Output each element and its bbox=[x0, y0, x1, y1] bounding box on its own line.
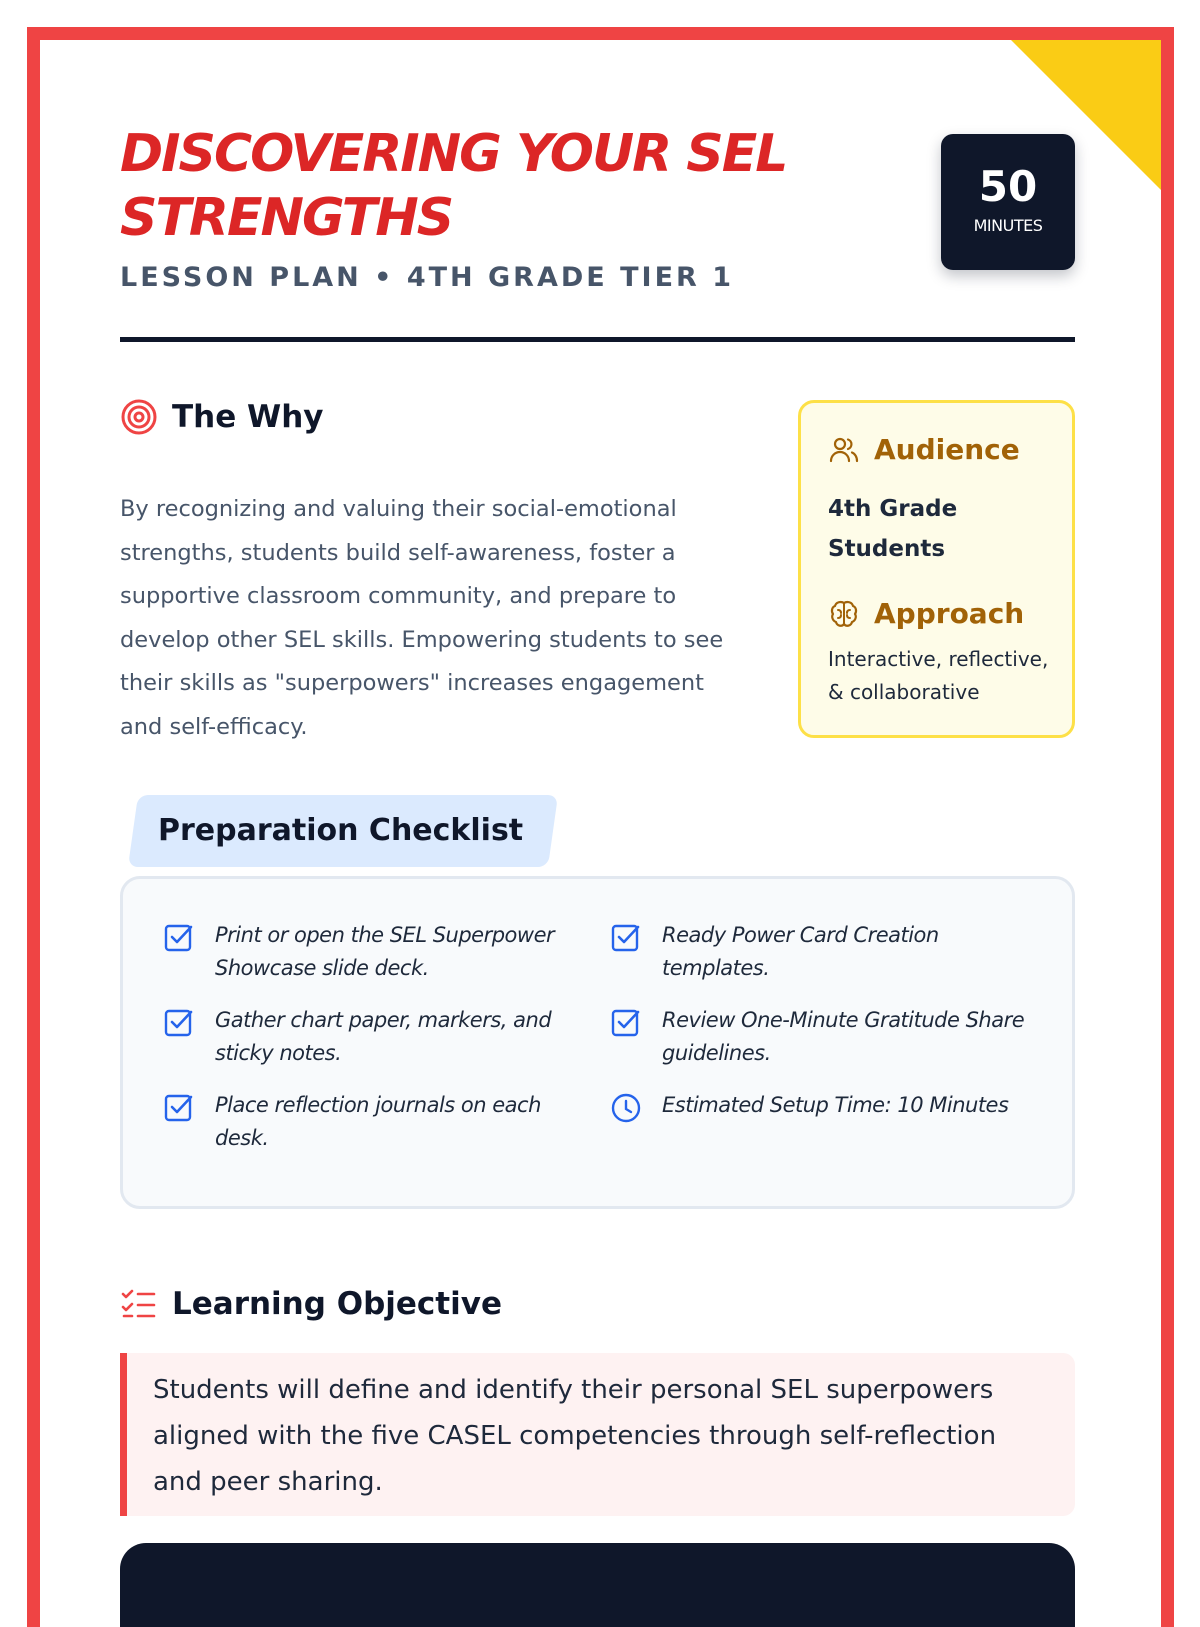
objective-body: Students will define and identify their personal SEL superpowers aligned with the five CASEL competencies through self-reflection and peer sharing. bbox=[153, 1375, 997, 1497]
users-icon bbox=[828, 434, 860, 466]
why-heading-label: The Why bbox=[172, 399, 324, 435]
audience-heading-label: Audience bbox=[874, 433, 1020, 466]
duration-badge bbox=[941, 134, 1075, 270]
checkbox-icon bbox=[163, 921, 195, 953]
checklist-item-setup-time bbox=[610, 1089, 1050, 1123]
checklist-item bbox=[610, 919, 1030, 985]
lesson-plan-card bbox=[27, 27, 1174, 1627]
checklist-item bbox=[610, 1004, 1030, 1070]
checklist-item-text: Ready Power Card Creation templates. bbox=[662, 923, 939, 980]
checklist-item-text: Review One-Minute Gratitude Share guidelines. bbox=[662, 1008, 1025, 1065]
objective-heading bbox=[120, 1285, 502, 1323]
approach-value: Interactive, reflective, & collaborative bbox=[828, 647, 1049, 704]
header-divider bbox=[120, 337, 1075, 342]
checklist-item-text: Gather chart paper, markers, and sticky notes. bbox=[215, 1008, 552, 1065]
checkbox-icon bbox=[610, 1006, 642, 1038]
checklist-item bbox=[163, 1004, 583, 1070]
audience-approach-panel bbox=[798, 400, 1075, 738]
checklist-item-text: Estimated Setup Time: 10 Minutes bbox=[662, 1093, 1009, 1117]
checkbox-icon bbox=[163, 1006, 195, 1038]
objective-heading-label: Learning Objective bbox=[172, 1286, 502, 1322]
checklist-item-text: Print or open the SEL Superpower Showcase slide deck. bbox=[215, 923, 555, 980]
page-subtitle: LESSON PLAN • 4TH GRADE TIER 1 bbox=[120, 262, 735, 293]
checkbox-icon bbox=[163, 1091, 195, 1123]
duration-value: 50 bbox=[978, 162, 1038, 211]
audience-value: 4th Grade Students bbox=[828, 496, 958, 562]
target-icon bbox=[120, 398, 158, 436]
checklist-item-text: Place reflection journals on each desk. bbox=[215, 1093, 541, 1150]
list-checks-icon bbox=[120, 1285, 158, 1323]
audience-heading bbox=[828, 433, 1020, 466]
brain-icon bbox=[828, 598, 860, 630]
checklist-panel bbox=[120, 876, 1075, 1209]
checklist-item bbox=[163, 919, 583, 985]
why-body: By recognizing and valuing their social-emotional strengths, students build self-awareness, foster a supportive classroom community, and prepare to develop other SEL skills. Empowering students to see their skills as "superpowers" increases engagement and self-efficacy. bbox=[120, 496, 724, 740]
checkbox-icon bbox=[610, 921, 642, 953]
why-heading bbox=[120, 398, 324, 436]
duration-unit: MINUTES bbox=[973, 216, 1043, 235]
page-title: DISCOVERING YOUR SEL STRENGTHS bbox=[120, 124, 787, 248]
approach-heading bbox=[828, 597, 1024, 630]
objective-callout bbox=[120, 1353, 1075, 1516]
checklist-item bbox=[163, 1089, 583, 1155]
approach-heading-label: Approach bbox=[874, 597, 1025, 630]
checklist-heading: Preparation Checklist bbox=[158, 813, 524, 848]
clock-icon bbox=[610, 1091, 642, 1123]
next-section-bar bbox=[120, 1543, 1075, 1627]
